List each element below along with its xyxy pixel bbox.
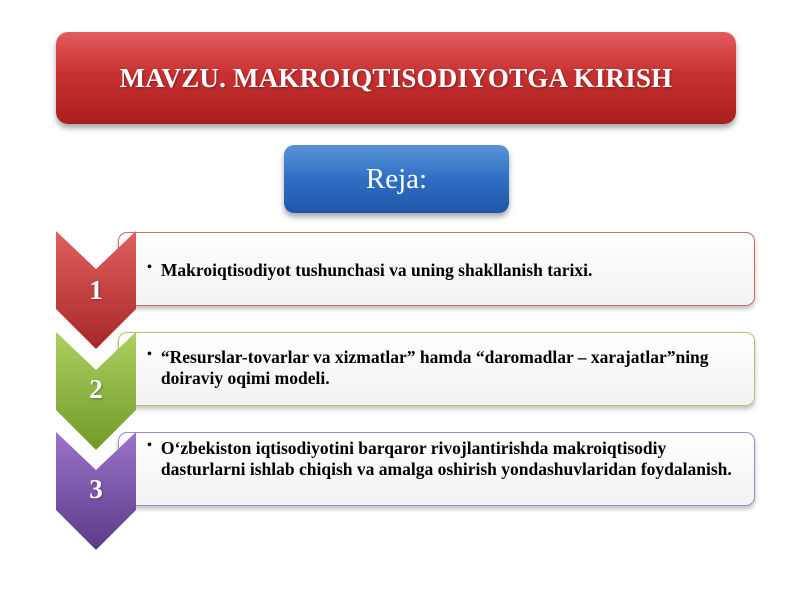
plan-header: [284, 145, 509, 213]
step-number-2: 2: [89, 374, 103, 404]
plan-item-2-text: “Resurslar-tovarlar va xizmatlar” hamda “daromadlar – xarajatlar”ning doiraviy oqimi modeli.: [160, 347, 709, 388]
bullet-icon: •: [147, 347, 152, 362]
plan-item-3: [118, 432, 755, 506]
plan-item-1-text-wrap: [147, 233, 734, 305]
plan-item-1: [118, 232, 755, 306]
plan-item-3-text: O‘zbekiston iqtisodiyotini barqaror rivojlantirishda makroiqtisodiy dasturlarni ishlab chiqish va amalga oshirish yondashuvlaridan foydalanish.: [160, 438, 732, 479]
bullet-icon: •: [147, 260, 152, 275]
step-chevron-3: [56, 432, 136, 550]
step-number-3: 3: [89, 474, 103, 504]
plan-item-3-text-wrap: [147, 433, 734, 505]
bullet-icon: •: [147, 438, 152, 453]
plan-item-1-text: Makroiqtisodiyot tushunchasi va uning shakllanish tarixi.: [160, 260, 593, 280]
plan-header-label: Reja:: [365, 162, 428, 195]
page-title: MAVZU. MAKROIQTISODIYOTGA KIRISH: [119, 62, 673, 93]
plan-item-2-text-wrap: [147, 333, 734, 405]
step-number-1: 1: [89, 275, 103, 305]
plan-item-2: [118, 332, 755, 406]
title-banner: [56, 32, 736, 124]
